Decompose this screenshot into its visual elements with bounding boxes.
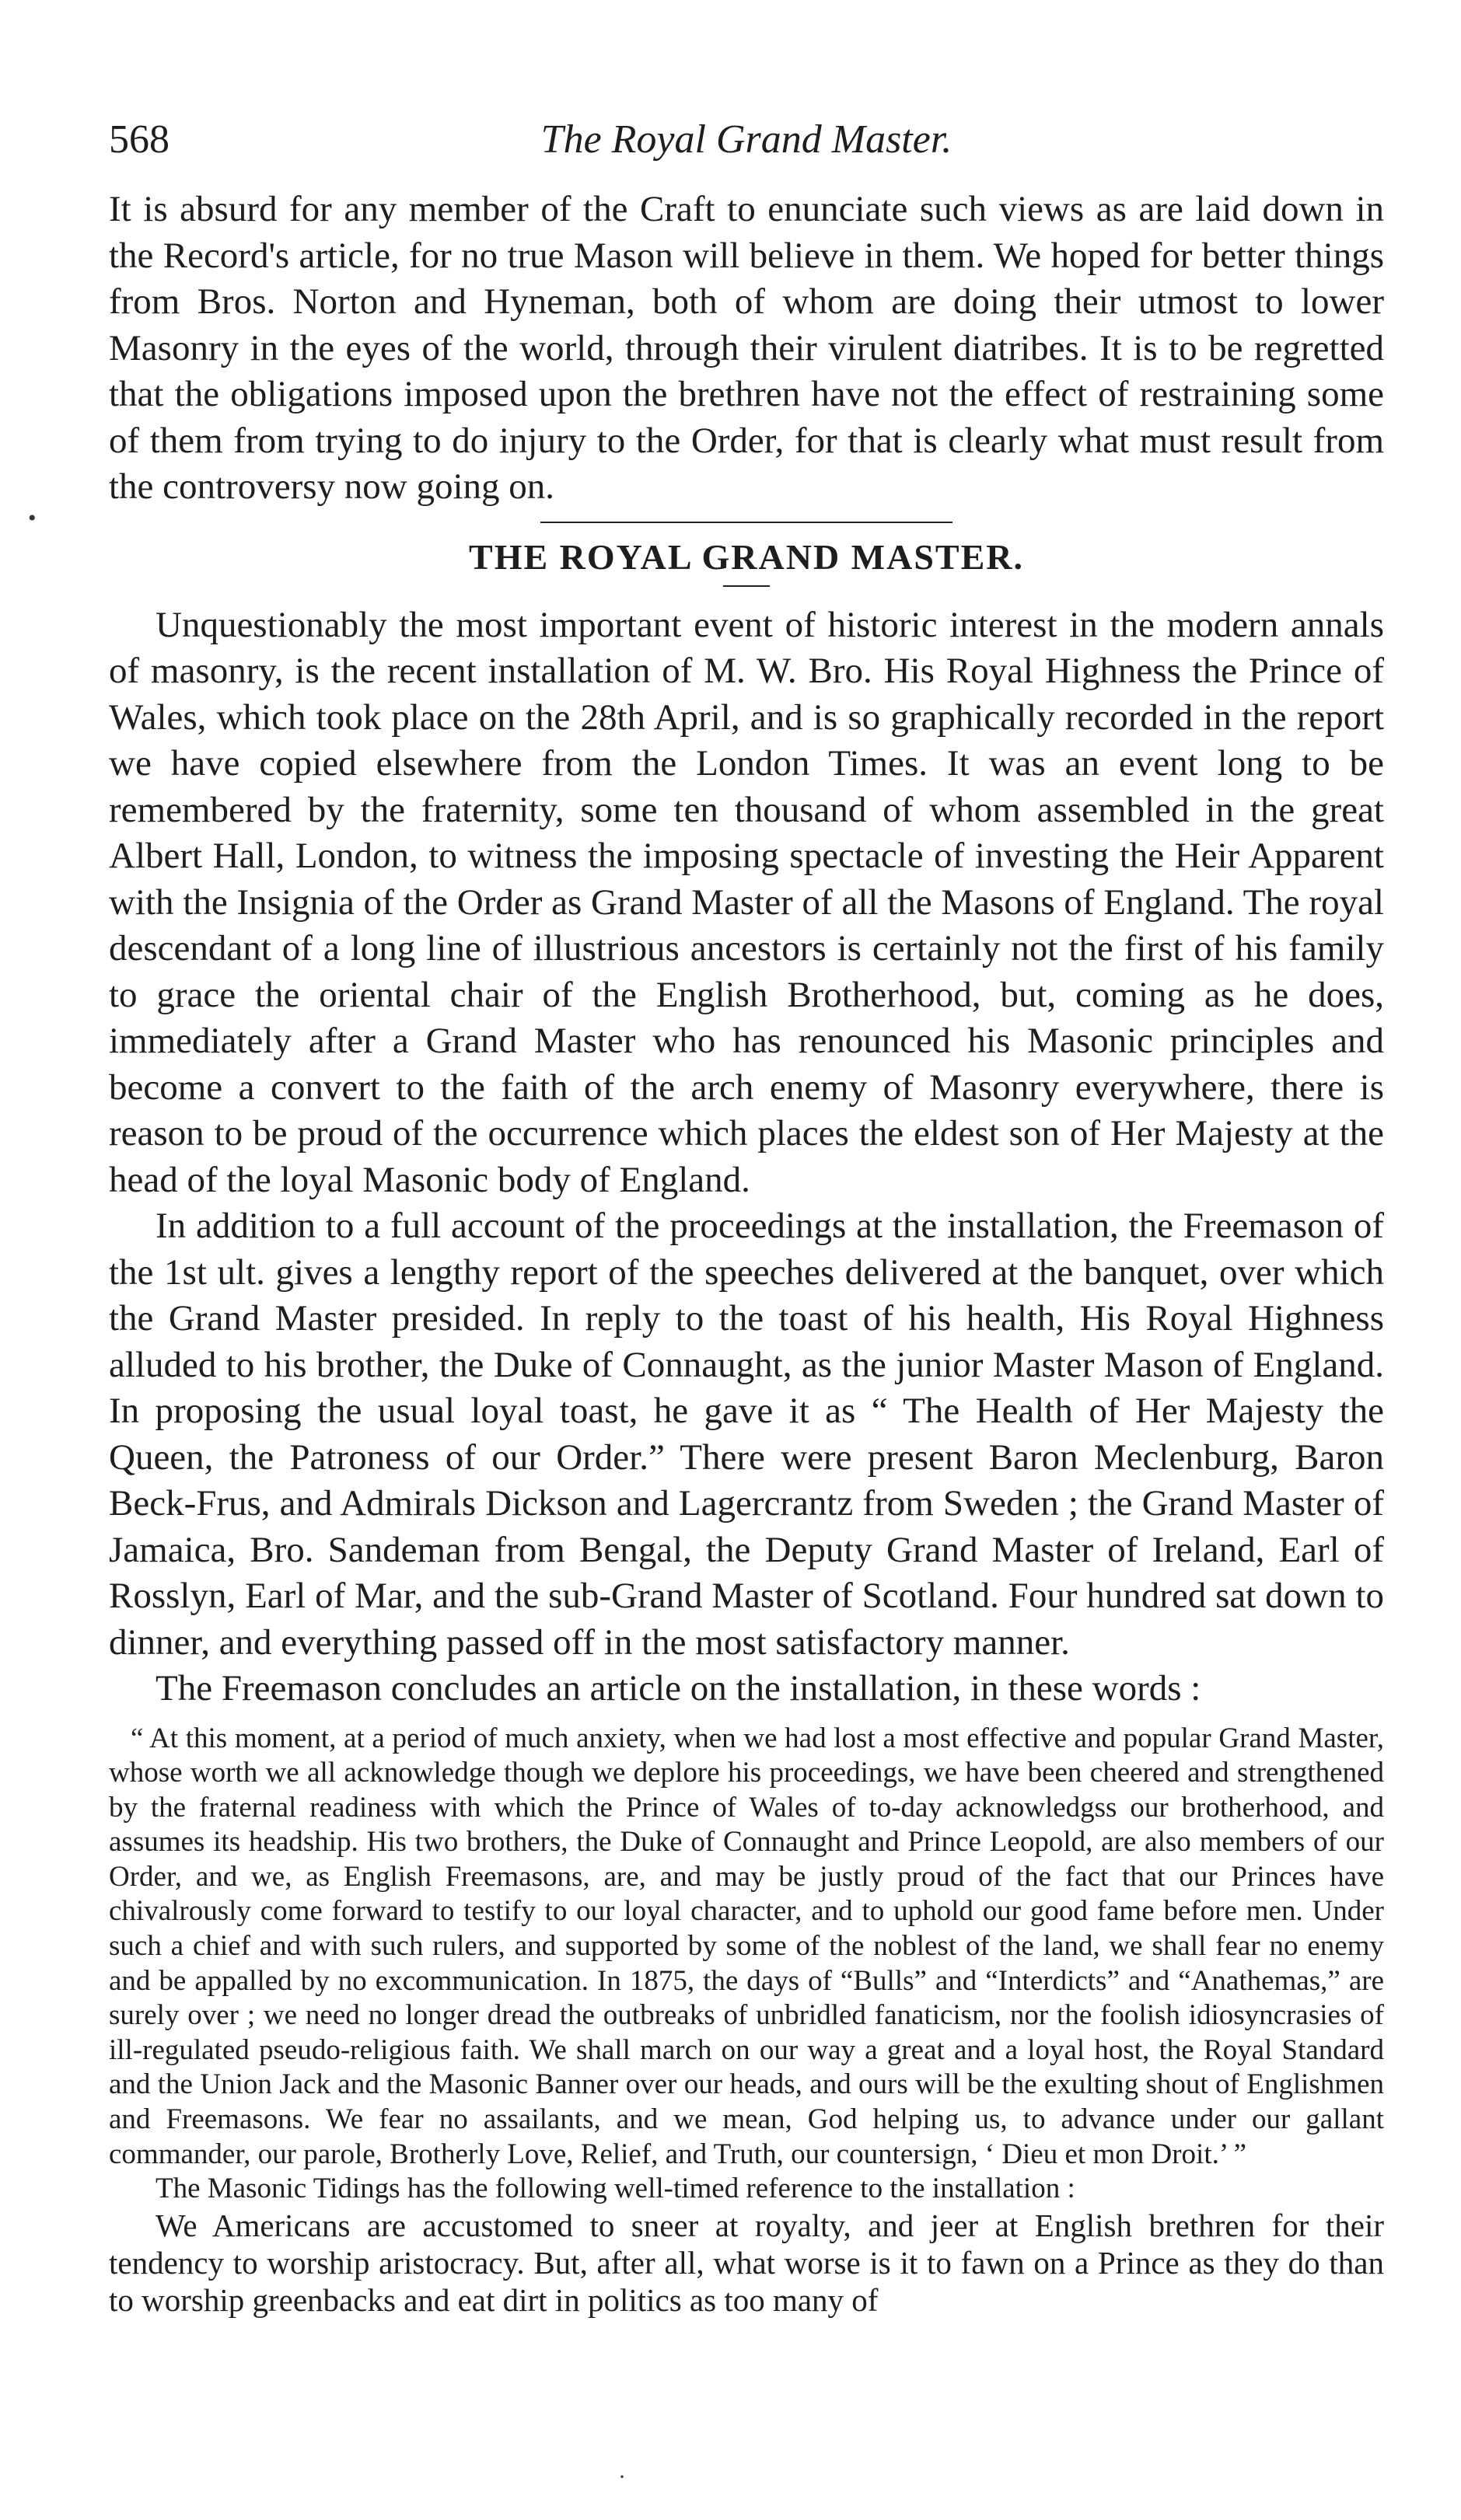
running-head bbox=[109, 117, 1384, 187]
block-quote: “ At this moment, at a period of much anxiety, when we had lost a most effective and popular Grand Master, whose worth we all acknowledge though we deplore his proceedings, we have been cheered and strengthened by the fraternal readiness with which the Prince of Wales of to-day acknowledgss our brotherhood, and assumes its headship. His two brothers, the Duke of Connaught and Prince Leopold, are also members of our Order, and we, as English Freemasons, are, and may be justly proud of the fact that our Princes have chivalrously come forward to testify to our loyal character, and to uphold our good fame before men. Under such a chief and with such rulers, and supported by some of the noblest of the land, we shall fear no enemy and be appalled by no excommunication. In 1875, the days of “Bulls” and “Interdicts” and “Anathemas,” are surely over ; we need no longer dread the outbreaks of unbridled fanaticism, nor the foolish idiosyncrasies of ill-regulated pseudo-religious faith. We shall march on our way a great and a loyal host, the Royal Standard and the Union Jack and the Masonic Banner over our heads, and ours will be the exulting shout of Englishmen and Freemasons. We fear no assailants, and we mean, God helping us, to advance under our gallant commander, our parole, Brotherly Love, Relief, and Truth, our countersign, ‘ Dieu et mon Droit.’ ” bbox=[109, 1722, 1384, 2170]
tidings-text: We Americans are accustomed to sneer at royalty, and jeer at English brethren for their tendency to worship aristocracy. But, after all, what worse is it to fawn on a Prince as they do than to worship greenbacks and eat dirt in politics as too many of bbox=[109, 2207, 1384, 2318]
body-paragraph-2: In addition to a full account of the proceedings at the installation, the Freemason of the 1st ult. gives a lengthy report of the speeches delivered at the banquet, over which the Grand Master presided. In reply to the toast of his health, His Royal Highness alluded to his brother, the Duke of Connaught, as the junior Master Mason of England. In proposing the usual loyal toast, he gave it as “ The Health of Her Majesty the Queen, the Patroness of our Order.” There were present Baron Meclenburg, Baron Beck-Frus, and Admirals Dickson and Lagercrantz from Sweden ; the Grand Master of Jamaica, Bro. Sandeman from Bengal, the Deputy Grand Master of Ireland, Earl of Rosslyn, Earl of Mar, and the sub-Grand Master of Scotland. Four hundred sat down to dinner, and everything passed off in the most satisfactory manner. bbox=[109, 1206, 1384, 1663]
tidings-intro: The Masonic Tidings has the following well-timed reference to the installation : bbox=[156, 2173, 1075, 2205]
bottom-dot-mark: · bbox=[618, 2464, 626, 2490]
title-underline bbox=[723, 585, 770, 587]
body-paragraph-3: The Freemason concludes an article on the installation, in these words : bbox=[156, 1668, 1201, 1709]
intro-paragraph: It is absurd for any member of the Craft to enunciate such views as are laid down in the Record's article, for no true Mason will believe in them. We hoped for better things from Bros. Norton and Hyneman, both of whom are doing their utmost to lower Masonry in the eyes of the world, through their virulent diatribes. It is to be regretted that the obligations imposed upon the brethren have not the effect of restraining some of them from trying to do injury to the Order, for that is clearly what must result from the controversy now going on. bbox=[109, 189, 1384, 507]
section-title: THE ROYAL GRAND MASTER. bbox=[469, 536, 1024, 577]
margin-dot-mark: • bbox=[28, 505, 37, 531]
section-divider bbox=[540, 522, 952, 523]
body-paragraph-1: Unquestionably the most important event of historic interest in the modern annals of masonry, is the recent installation of M. W. Bro. His Royal Highness the Prince of Wales, which took place on the 28th April, and is so graphically recorded in the report we have copied elsewhere from the London Times. It was an event long to be remembered by the fraternity, some ten thousand of whom assembled in the great Albert Hall, London, to witness the imposing spectacle of investing the Heir Apparent with the Insignia of the Order as Grand Master of all the Masons of England. The royal descendant of a long line of illustrious ancestors is certainly not the first of his family to grace the oriental chair of the English Brotherhood, but, coming as he does, immediately after a Grand Master who has renounced his Masonic principles and become a convert to the faith of the arch enemy of Masonry everywhere, there is reason to be proud of the occurrence which places the eldest son of Her Majesty at the head of the loyal Masonic body of England. bbox=[109, 604, 1384, 1200]
document-page bbox=[109, 117, 1384, 2319]
page-number: 568 bbox=[109, 117, 170, 162]
running-title: The Royal Grand Master. bbox=[540, 117, 952, 162]
